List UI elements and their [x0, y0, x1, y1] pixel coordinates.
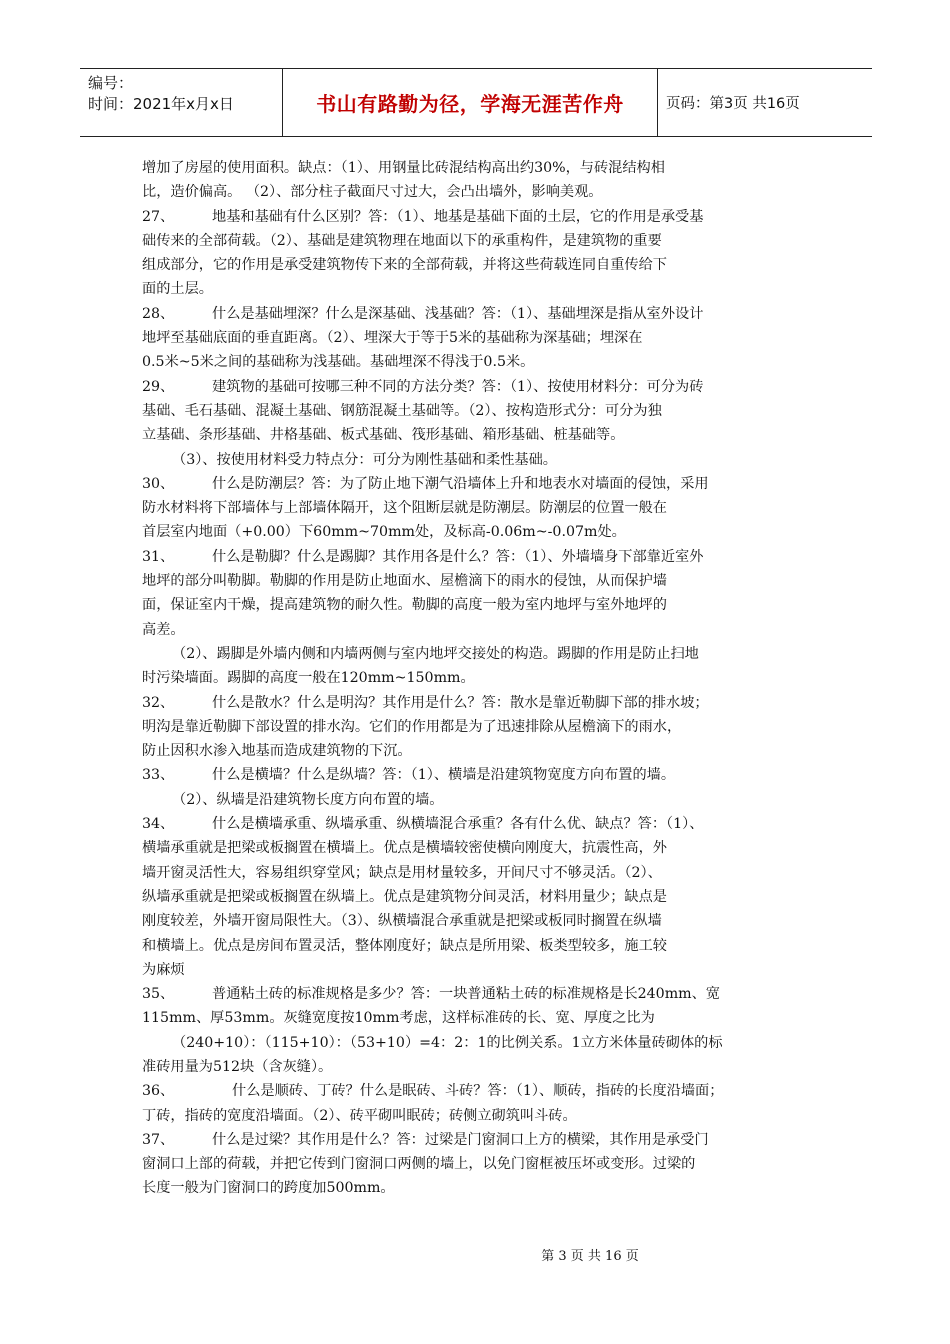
text-line [142, 666, 810, 690]
question-line [142, 691, 810, 715]
line-text: （3）、按使用材料受力特点分：可分为刚性基础和柔性基础。 [172, 451, 557, 468]
text-line [142, 934, 810, 958]
document-body [142, 156, 810, 1201]
line-text: 115mm、厚53mm。灰缝宽度按10mm考虑，这样标准砖的长、宽、厚度之比为 [142, 1010, 655, 1027]
text-line [142, 788, 810, 812]
line-text: 普通粘土砖的标准规格是多少？答：一块普通粘土砖的标准规格是长240mm、宽 [212, 986, 720, 1003]
question-number: 28、 [142, 305, 175, 322]
page-label: 页码：第3页 共16页 [666, 96, 800, 112]
line-text: 什么是散水？什么是明沟？其作用是什么？答：散水是靠近勒脚下部的排水坡； [212, 694, 709, 711]
text-line [142, 253, 810, 277]
line-text: 窗洞口上部的荷载，并把它传到门窗洞口两侧的墙上，以免门窗框被压坏或变形。过梁的 [142, 1156, 696, 1173]
line-text: 什么是基础埋深？什么是深基础、浅基础？答：（1）、基础埋深是指从室外设计 [212, 305, 704, 322]
text-line [142, 618, 810, 642]
line-text: 立基础、条形基础、井格基础、板式基础、筏形基础、箱形基础、桩基础等。 [142, 427, 625, 444]
line-text: （2）、纵墙是沿建筑物长度方向布置的墙。 [172, 791, 444, 808]
line-text: 地坪至基础底面的垂直距离。（2）、埋深大于等于5米的基础称为深基础；埋深在 [142, 330, 643, 347]
text-line [142, 958, 810, 982]
text-line [142, 520, 810, 544]
line-text: （2）、踢脚是外墙内侧和内墙两侧与室内地坪交接处的构造。踢脚的作用是防止扫地 [172, 645, 699, 662]
question-number: 31、 [142, 548, 175, 565]
text-line [142, 836, 810, 860]
code-label: 编号： [88, 74, 134, 92]
question-line [142, 375, 810, 399]
line-text: 丁砖，指砖的宽度沿墙面。（2）、砖平砌叫眠砖；砖侧立砌筑叫斗砖。 [142, 1107, 577, 1124]
text-line [142, 909, 810, 933]
text-line [142, 1152, 810, 1176]
line-text: 长度一般为门窗洞口的跨度加500mm。 [142, 1180, 395, 1197]
text-line [142, 1006, 810, 1030]
question-line [142, 472, 810, 496]
text-line [142, 399, 810, 423]
line-text: 面，保证室内干燥，提高建筑物的耐久性。勒脚的高度一般为室内地坪与室外地坪的 [142, 597, 667, 614]
question-number: 34、 [142, 816, 175, 833]
text-line [142, 423, 810, 447]
line-text: 什么是横墙承重、纵墙承重、纵横墙混合承重？各有什么优、缺点？答：（1）、 [212, 816, 704, 833]
question-number: 30、 [142, 475, 175, 492]
line-text: 建筑物的基础可按哪三种不同的方法分类？答：（1）、按使用材料分：可分为砖 [212, 378, 704, 395]
text-line [142, 1104, 810, 1128]
text-line [142, 229, 810, 253]
line-text: 什么是顺砖、丁砖？什么是眠砖、斗砖？答：（1）、顺砖，指砖的长度沿墙面； [232, 1083, 724, 1100]
line-text: 和横墙上。优点是房间布置灵活，整体刚度好；缺点是所用梁、板类型较多，施工较 [142, 937, 667, 954]
line-text: 增加了房屋的使用面积。缺点：（1）、用钢量比砖混结构高出约30%，与砖混结构相 [142, 160, 665, 176]
line-text: 基础、毛石基础、混凝土基础、钢筋混凝土基础等。（2）、按构造形式分：可分为独 [142, 402, 662, 419]
question-line [142, 302, 810, 326]
line-text: 纵墙承重就是把梁或板搁置在纵墙上。优点是建筑物分间灵活，材料用量少；缺点是 [142, 888, 667, 905]
line-text: 高差。 [142, 621, 185, 638]
line-text: 什么是防潮层？答：为了防止地下潮气沿墙体上升和地表水对墙面的侵蚀，采用 [212, 475, 709, 492]
text-line [142, 180, 810, 204]
line-text: 0.5米~5米之间的基础称为浅基础。基础埋深不得浅于0.5米。 [142, 354, 535, 371]
text-line [142, 1176, 810, 1200]
line-text: 地坪的部分叫勒脚。勒脚的作用是防止地面水、屋檐滴下的雨水的侵蚀，从而保护墙 [142, 573, 667, 590]
text-line [142, 326, 810, 350]
question-number: 35、 [142, 986, 175, 1003]
line-text: 什么是横墙？什么是纵墙？答：（1）、横墙是沿建筑物宽度方向布置的墙。 [212, 767, 676, 784]
line-text: 组成部分，它的作用是承受建筑物传下来的全部荷载，并将这些荷载连同自重传给下 [142, 257, 667, 274]
question-line [142, 982, 810, 1006]
text-line [142, 156, 810, 180]
text-line [142, 593, 810, 617]
text-line [142, 1031, 810, 1055]
line-text: 首层室内地面（+0.00）下60mm~70mm处，及标高-0.06m~-0.07m处。 [142, 524, 626, 541]
line-text: 防止因积水渗入地基而造成建筑物的下沉。 [142, 743, 412, 760]
question-line [142, 812, 810, 836]
page-header [80, 68, 872, 137]
question-line [142, 1079, 810, 1103]
line-text: 防水材料将下部墙体与上部墙体隔开，这个阻断层就是防潮层。防潮层的位置一般在 [142, 500, 667, 517]
text-line [142, 277, 810, 301]
line-text: 地基和基础有什么区别？答：（1）、地基是基础下面的土层，它的作用是承受基 [212, 208, 704, 225]
line-text: 时污染墙面。踢脚的高度一般在120mm~150mm。 [142, 670, 475, 687]
question-number: 37、 [142, 1131, 175, 1148]
question-number: 27、 [142, 208, 175, 225]
question-line [142, 205, 810, 229]
line-text: 横墙承重就是把梁或板搁置在横墙上。优点是横墙较密使横向刚度大，抗震性高，外 [142, 840, 667, 857]
line-text: 比，造价偏高。 （2）、部分柱子截面尺寸过大，会凸出墙外，影响美观。 [142, 184, 603, 201]
question-line [142, 763, 810, 787]
line-text: 什么是过梁？其作用是什么？答：过梁是门窗洞口上方的横梁，其作用是承受门 [212, 1131, 709, 1148]
question-number: 36、 [142, 1083, 175, 1100]
line-text: 础传来的全部荷载。（2）、基础是建筑物理在地面以下的承重构件，是建筑物的重要 [142, 232, 662, 249]
question-number: 33、 [142, 767, 175, 784]
page-footer: 第 3 页 共 16 页 [541, 1249, 639, 1264]
text-line [142, 448, 810, 472]
line-text: 什么是勒脚？什么是踢脚？其作用各是什么？答：（1）、外墙墙身下部靠近室外 [212, 548, 704, 565]
text-line [142, 569, 810, 593]
text-line [142, 496, 810, 520]
line-text: 准砖用量为512块（含灰缝）。 [142, 1058, 333, 1075]
text-line [142, 1055, 810, 1079]
text-line [142, 885, 810, 909]
text-line [142, 739, 810, 763]
line-text: 墙开窗灵活性大，容易组织穿堂风；缺点是用材量较多，开间尺寸不够灵活。（2）、 [142, 864, 662, 881]
line-text: （240+10）：（115+10）：（53+10）=4：2：1的比例关系。1立方米体量砖砌体的标 [172, 1034, 723, 1051]
text-line [142, 350, 810, 374]
time-label: 时间：2021年x月x日 [88, 95, 234, 113]
line-text: 刚度较差，外墙开窗局限性大。（3）、纵横墙混合承重就是把梁或板同时搁置在纵墙 [142, 913, 662, 930]
motto: 书山有路勤为径，学海无涯苦作舟 [283, 69, 658, 136]
line-text: 面的土层。 [142, 281, 213, 298]
line-text: 明沟是靠近勒脚下部设置的排水沟。它们的作用都是为了迅速排除从屋檐滴下的雨水， [142, 718, 682, 735]
line-text: 为麻烦 [142, 961, 185, 978]
question-number: 32、 [142, 694, 175, 711]
text-line [142, 861, 810, 885]
header-meta [80, 69, 283, 136]
question-line [142, 545, 810, 569]
question-line [142, 1128, 810, 1152]
text-line [142, 715, 810, 739]
text-line [142, 642, 810, 666]
question-number: 29、 [142, 378, 175, 395]
